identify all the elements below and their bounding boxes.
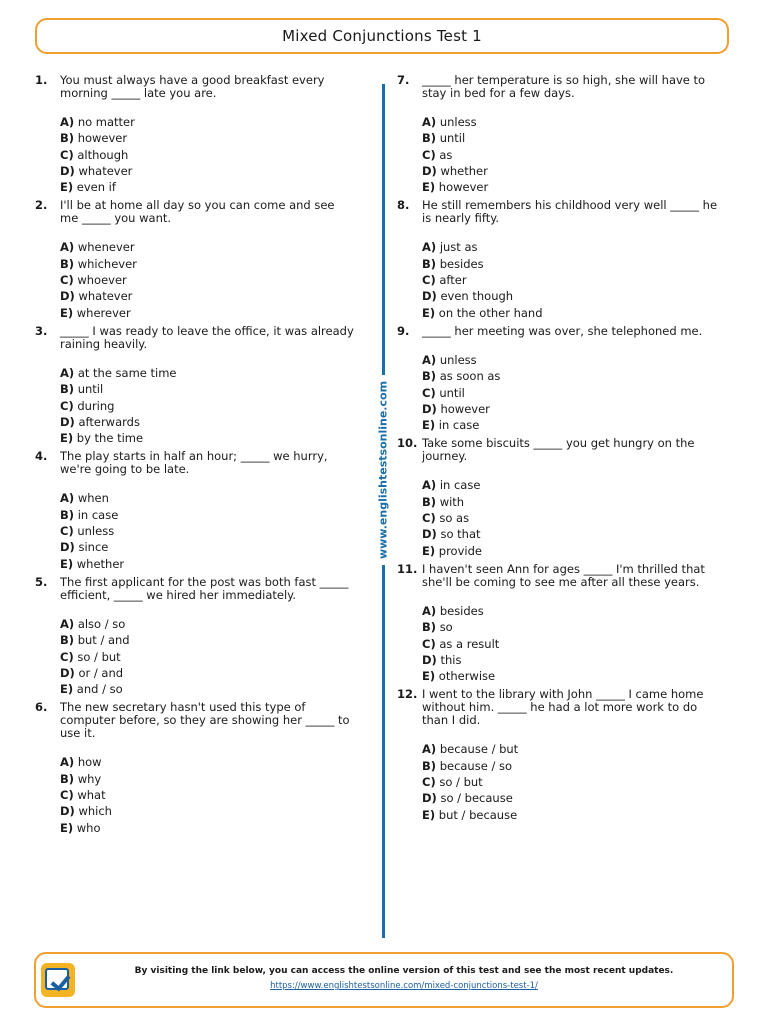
option-text: also / so — [77, 616, 126, 631]
option-text: however — [440, 401, 490, 416]
option-item[interactable] — [60, 771, 355, 787]
option-item[interactable] — [60, 490, 355, 506]
option-letter: C) — [60, 524, 74, 539]
options-list — [60, 239, 355, 320]
option-letter: E) — [60, 820, 74, 835]
option-letter: A) — [60, 240, 75, 255]
option-text: this — [440, 652, 462, 667]
option-text: in case — [439, 478, 481, 493]
option-text: whether — [440, 163, 488, 178]
option-text: with — [439, 494, 465, 509]
right-column — [397, 74, 717, 827]
option-letter: B) — [60, 256, 75, 271]
option-text: unless — [439, 352, 477, 367]
option-letter: D) — [422, 527, 437, 542]
question-text: The play starts in half an hour; _____ we hurry, we're going to be late. — [60, 449, 328, 477]
question-7 — [397, 74, 717, 195]
option-text: on the other hand — [438, 305, 543, 320]
question-12 — [397, 688, 717, 822]
option-text: besides — [439, 603, 484, 618]
option-text: whoever — [77, 273, 127, 288]
option-letter: B) — [422, 256, 437, 271]
option-item[interactable] — [60, 414, 355, 430]
option-item[interactable] — [422, 239, 717, 255]
option-item[interactable] — [422, 163, 717, 179]
option-text: how — [77, 755, 102, 770]
question-8 — [397, 199, 717, 320]
option-letter: E) — [422, 418, 436, 433]
option-letter: D) — [60, 414, 75, 429]
option-text: because / but — [439, 742, 519, 757]
option-item[interactable] — [60, 754, 355, 770]
option-item[interactable] — [60, 381, 355, 397]
option-item[interactable] — [60, 305, 355, 321]
option-letter: B) — [422, 494, 437, 509]
option-item[interactable] — [422, 758, 717, 774]
option-item[interactable] — [60, 365, 355, 381]
option-item[interactable] — [60, 239, 355, 255]
option-letter: D) — [60, 665, 75, 680]
option-text: until — [77, 382, 104, 397]
option-text: besides — [439, 256, 484, 271]
option-item[interactable] — [60, 649, 355, 665]
question-4 — [35, 450, 355, 571]
question-text: I went to the library with John _____ I came home without him. _____ he had a lot more work to do than I did. — [422, 687, 704, 728]
left-column — [35, 74, 355, 840]
option-text: whenever — [77, 240, 135, 255]
option-letter: B) — [422, 620, 437, 635]
option-item[interactable] — [60, 147, 355, 163]
option-letter: D) — [422, 289, 437, 304]
option-letter: C) — [422, 273, 436, 288]
option-text: who — [76, 820, 101, 835]
option-item[interactable] — [60, 114, 355, 130]
option-text: or / and — [78, 665, 124, 680]
option-text: unless — [439, 115, 477, 129]
option-item[interactable] — [422, 619, 717, 635]
options-list — [422, 352, 717, 433]
option-item[interactable] — [422, 272, 717, 288]
option-item[interactable] — [422, 305, 717, 321]
option-text: in case — [438, 418, 480, 433]
option-letter: A) — [422, 352, 437, 367]
option-item[interactable] — [422, 603, 717, 619]
option-item[interactable] — [422, 352, 717, 368]
option-text: although — [77, 147, 129, 162]
question-10 — [397, 437, 717, 558]
option-letter: E) — [60, 305, 74, 320]
option-item[interactable] — [60, 523, 355, 539]
question-number: 10. — [397, 436, 418, 451]
question-2 — [35, 199, 355, 320]
options-list — [422, 239, 717, 320]
option-letter: A) — [422, 603, 437, 618]
option-item[interactable] — [60, 272, 355, 288]
option-letter: C) — [60, 788, 74, 803]
question-text: He still remembers his childhood very well _____ he is nearly fifty. — [422, 198, 718, 226]
option-item[interactable] — [60, 507, 355, 523]
question-number: 5. — [35, 574, 48, 589]
option-text: whatever — [78, 163, 133, 178]
option-text: what — [77, 788, 106, 803]
question-number: 6. — [35, 700, 48, 715]
option-item[interactable] — [422, 494, 717, 510]
option-item[interactable] — [422, 652, 717, 668]
option-letter: A) — [422, 478, 437, 493]
options-list — [60, 114, 355, 195]
option-item[interactable] — [60, 556, 355, 572]
option-letter: A) — [422, 742, 437, 757]
option-item[interactable] — [60, 430, 355, 446]
option-text: and / so — [76, 682, 123, 697]
option-item[interactable] — [422, 636, 717, 652]
question-9 — [397, 325, 717, 433]
question-text: The first applicant for the post was both fast _____ efficient, _____ we hired her immediately. — [60, 574, 349, 602]
question-1 — [35, 74, 355, 195]
option-text: so as — [439, 511, 470, 526]
option-item[interactable] — [60, 163, 355, 179]
question-number: 11. — [397, 561, 418, 576]
question-number: 8. — [397, 198, 410, 213]
option-text: whichever — [77, 256, 137, 271]
options-list — [60, 754, 355, 835]
question-5 — [35, 576, 355, 697]
option-item[interactable] — [422, 477, 717, 493]
option-item[interactable] — [422, 256, 717, 272]
question-text: You must always have a good breakfast every morning _____ late you are. — [60, 73, 325, 100]
option-letter: B) — [60, 507, 75, 522]
option-text: as a result — [439, 636, 500, 651]
option-letter: B) — [422, 369, 437, 384]
options-list — [60, 490, 355, 571]
option-text: but / and — [77, 633, 130, 648]
option-letter: B) — [60, 771, 75, 786]
option-text: so / but — [77, 649, 121, 664]
option-text: in case — [77, 507, 119, 522]
option-letter: A) — [60, 115, 75, 129]
option-text: otherwise — [438, 669, 496, 684]
option-item[interactable] — [60, 820, 355, 836]
option-item[interactable] — [60, 665, 355, 681]
option-item[interactable] — [422, 526, 717, 542]
option-text: no matter — [77, 115, 135, 129]
option-letter: D) — [60, 540, 75, 555]
option-letter: E) — [422, 669, 436, 684]
option-letter: B) — [422, 131, 437, 146]
option-item[interactable] — [422, 774, 717, 790]
option-item[interactable] — [60, 616, 355, 632]
option-item[interactable] — [422, 368, 717, 384]
question-text: I haven't seen Ann for ages _____ I'm thrilled that she'll be coming to see me after all these years. — [422, 561, 705, 589]
option-letter: A) — [60, 755, 75, 770]
option-item[interactable] — [422, 741, 717, 757]
option-letter: C) — [422, 636, 436, 651]
option-text: until — [439, 131, 466, 146]
question-11 — [397, 563, 717, 684]
question-number: 3. — [35, 323, 48, 338]
option-letter: D) — [422, 791, 437, 806]
option-letter: C) — [422, 147, 436, 162]
option-letter: B) — [60, 633, 75, 648]
option-text: why — [77, 771, 102, 786]
option-item[interactable] — [422, 790, 717, 806]
option-text: after — [439, 273, 467, 288]
option-item[interactable] — [60, 179, 355, 195]
option-letter: A) — [60, 616, 75, 631]
option-text: so / but — [439, 775, 483, 790]
option-text: however — [438, 180, 489, 195]
options-list — [422, 477, 717, 558]
option-text: when — [77, 491, 109, 506]
option-letter: A) — [422, 115, 437, 129]
question-3 — [35, 325, 355, 446]
question-number: 1. — [35, 73, 48, 87]
option-letter: B) — [422, 758, 437, 773]
footer-text: By visiting the link below, you can access the online version of this test and see the most recent updates. — [134, 966, 674, 976]
option-letter: D) — [422, 652, 437, 667]
option-item[interactable] — [422, 417, 717, 433]
option-letter: D) — [60, 289, 75, 304]
option-item[interactable] — [60, 398, 355, 414]
option-text: at the same time — [77, 365, 177, 380]
option-text: which — [78, 804, 112, 819]
option-item[interactable] — [60, 803, 355, 819]
option-item[interactable] — [422, 385, 717, 401]
option-letter: D) — [422, 401, 437, 416]
option-text: unless — [77, 524, 115, 539]
option-letter: A) — [422, 240, 437, 255]
checkmark-logo-icon — [41, 963, 75, 997]
question-6 — [35, 701, 355, 835]
options-list — [422, 603, 717, 684]
question-text: _____ her temperature is so high, she will have to stay in bed for a few days. — [422, 73, 706, 100]
option-letter: C) — [422, 775, 436, 790]
option-text: until — [439, 385, 465, 400]
option-letter: C) — [60, 398, 74, 413]
option-letter: E) — [60, 556, 74, 571]
option-text: whatever — [78, 289, 133, 304]
option-item[interactable] — [60, 256, 355, 272]
option-letter: E) — [422, 543, 436, 558]
site-watermark: www.englishtestsonline.com — [377, 375, 390, 565]
option-text: just as — [439, 240, 478, 255]
option-text: afterwards — [78, 414, 140, 429]
option-text: even though — [440, 289, 514, 304]
option-text: provide — [438, 543, 482, 558]
question-number: 4. — [35, 449, 48, 464]
option-item[interactable] — [422, 179, 717, 195]
option-item[interactable] — [422, 807, 717, 823]
option-item[interactable] — [422, 401, 717, 417]
option-letter: D) — [60, 163, 75, 178]
option-item[interactable] — [60, 681, 355, 697]
option-text: by the time — [76, 431, 144, 446]
footer-box — [34, 952, 734, 1008]
option-text: whether — [76, 556, 125, 571]
option-text: even if — [76, 180, 116, 195]
option-item[interactable] — [422, 288, 717, 304]
question-text: The new secretary hasn't used this type of computer before, so they are showing her _____ to use it. — [60, 700, 350, 741]
question-number: 9. — [397, 323, 410, 338]
option-letter: D) — [60, 804, 75, 819]
option-text: so that — [440, 527, 481, 542]
option-text: during — [77, 398, 115, 413]
option-letter: C) — [60, 273, 74, 288]
option-letter: B) — [60, 131, 75, 146]
title-box — [35, 18, 729, 54]
option-letter: E) — [60, 180, 74, 195]
option-text: as soon as — [439, 369, 501, 384]
option-item[interactable] — [60, 632, 355, 648]
option-letter: A) — [60, 365, 75, 380]
option-letter: C) — [422, 511, 436, 526]
option-text: because / so — [439, 758, 513, 773]
question-number: 7. — [397, 73, 410, 87]
option-item[interactable] — [60, 130, 355, 146]
option-letter: E) — [422, 807, 436, 822]
option-item[interactable] — [422, 668, 717, 684]
option-item[interactable] — [60, 288, 355, 304]
question-text: _____ her meeting was over, she telephoned me. — [422, 323, 703, 338]
options-list — [422, 114, 717, 195]
options-list — [60, 365, 355, 446]
option-item[interactable] — [60, 539, 355, 555]
footer-link[interactable]: https://www.englishtestsonline.com/mixed-conjunctions-test-1/ — [270, 981, 538, 991]
option-letter: E) — [60, 682, 74, 697]
options-list — [60, 616, 355, 697]
option-letter: E) — [422, 305, 436, 320]
option-text: wherever — [76, 305, 131, 320]
option-item[interactable] — [422, 510, 717, 526]
option-letter: C) — [422, 385, 436, 400]
option-item[interactable] — [422, 114, 717, 130]
option-letter: E) — [60, 431, 74, 446]
option-letter: E) — [422, 180, 436, 195]
option-text: since — [78, 540, 109, 555]
question-number: 12. — [397, 687, 418, 702]
option-letter: A) — [60, 491, 75, 506]
question-text: _____ I was ready to leave the office, it was already raining heavily. — [60, 323, 354, 351]
option-text: as — [439, 147, 453, 162]
question-text: Take some biscuits _____ you get hungry on the journey. — [422, 436, 695, 464]
page-title: Mixed Conjunctions Test 1 — [282, 27, 482, 45]
option-letter: C) — [60, 649, 74, 664]
question-text: I'll be at home all day so you can come and see me _____ you want. — [60, 198, 335, 226]
question-number: 2. — [35, 198, 48, 213]
option-letter: D) — [422, 163, 437, 178]
option-item[interactable] — [422, 147, 717, 163]
option-text: however — [77, 131, 128, 146]
option-item[interactable] — [422, 130, 717, 146]
option-letter: C) — [60, 147, 74, 162]
option-item[interactable] — [60, 787, 355, 803]
option-text: so / because — [440, 791, 513, 806]
option-text: so — [439, 620, 453, 635]
option-letter: B) — [60, 382, 75, 397]
option-item[interactable] — [422, 543, 717, 559]
options-list — [422, 741, 717, 822]
option-text: but / because — [438, 807, 518, 822]
